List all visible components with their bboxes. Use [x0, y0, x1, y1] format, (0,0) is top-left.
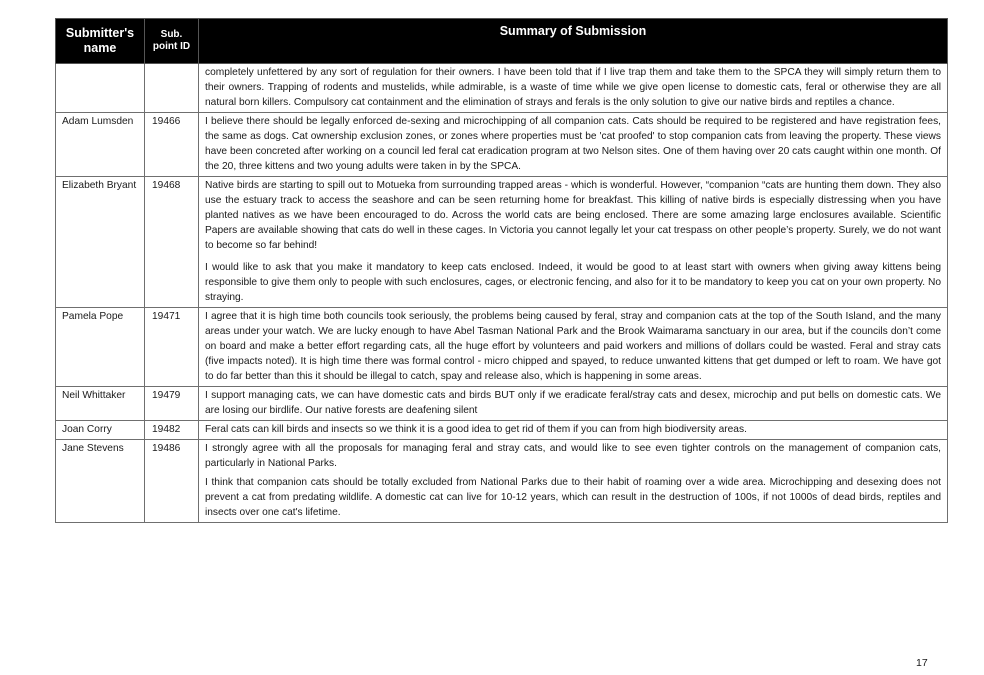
sub-point-id: 19471 — [145, 308, 199, 387]
submitter-name — [56, 64, 145, 113]
sub-point-id — [145, 64, 199, 113]
submissions-table — [55, 18, 948, 523]
summary-paragraph: completely unfettered by any sort of regulation for their owners. I have been told that if I live trap them and take them to the SPCA they will simply return them to their owners. Trapping of rodents and mustelids, while admirable, is a waste of time while we give open license to domestic cats, feral or otherwise they are all natural born killers. Compulsory cat containment and the elimination of strays and ferals is the only solution to give our native birds and reptiles a chance. — [205, 67, 941, 108]
submission-summary — [199, 421, 948, 440]
table-row — [56, 440, 948, 523]
table-row — [56, 387, 948, 421]
submitter-name: Pamela Pope — [56, 308, 145, 387]
table-header — [56, 19, 948, 64]
summary-paragraph: Native birds are starting to spill out to Motueka from surrounding trapped areas - which is wonderful. However, “companion “cats are hunting them down. They also use the estuary track to access the seashore and can be seen returning home for breakfast. This killing of native birds is especially distressing when you have planted natives as we have been encouraged to do. Across the world cats are being enclosed. There are some amazing large enclosures available. Scientific Papers are available showing that cats do well in these cages. In Victoria you cannot legally let your cat trespass on other people’s property. Surely, we do not want to become so far behind! — [205, 180, 941, 251]
table-row — [56, 177, 948, 308]
sub-point-id: 19466 — [145, 113, 199, 177]
summary-paragraph: I think that companion cats should be totally excluded from National Parks due to their habit of roaming over a wide area. Microchipping and desexing does not prevent a cat from predating wildlife. A domestic cat can live for 10-12 years, which can result in the destruction of 100s, if not 1000s of dead birds, reptiles and insects over one cat's lifetime. — [205, 477, 941, 518]
table-row — [56, 421, 948, 440]
summary-paragraph: I agree that it is high time both councils took seriously, the problems being caused by feral, stray and companion cats at the top of the South Island, and the many areas under your watch. We are lucky enough to have Abel Tasman National Park and the Brook Waimarama sanctuary in our area, but if the councils don’t come on board and make a better effort regarding cats, all the huge effort by volunteers and paid workers and millions of dollars could be wasted. Feral and stray cats (five impacts noted). It is high time there was formal control - micro chipped and spayed, to reduce unwanted kittens that get dumped or left to roam. We have got to do far better than this it should be illegal to catch, spay and release also, which is happening in some areas. — [205, 311, 941, 382]
table-row — [56, 308, 948, 387]
summary-paragraph: Feral cats can kill birds and insects so we think it is a good idea to get rid of them if you can from high biodiversity areas. — [205, 424, 747, 435]
summary-paragraph: I believe there should be legally enforced de-sexing and microchipping of all companion cats. Cats should be required to be registered and have registration fees, the same as dogs. Cat ownership exclusion zones, or zones where properties must be 'cat proofed' to stop companion cats from leaving the property. These views have been concreted after working on a council led feral cat eradication program at two Nelson sites. One of them having over 20 cats caught within one month. Of the 20, three kittens and two young adults were taken in by the SPCA. — [205, 116, 941, 172]
header-sub-point-id: Sub. point ID — [145, 19, 199, 64]
submission-summary — [199, 113, 948, 177]
header-summary: Summary of Submission — [199, 19, 948, 64]
summary-paragraph: I support managing cats, we can have domestic cats and birds BUT only if we eradicate feral/stray cats and desex, microchip and put bells on domestic cats. We are losing our birdlife. Our native forests are deafening silent — [205, 390, 941, 416]
submitter-name: Joan Corry — [56, 421, 145, 440]
summary-paragraph: I strongly agree with all the proposals for managing feral and stray cats, and would like to see even tighter controls on the management of companion cats, particularly in National Parks. — [205, 443, 941, 469]
table-row — [56, 64, 948, 113]
sub-point-id: 19482 — [145, 421, 199, 440]
sub-point-id: 19486 — [145, 440, 199, 523]
sub-point-id: 19468 — [145, 177, 199, 308]
table-body — [56, 64, 948, 523]
page-number: 17 — [916, 657, 928, 669]
header-submitter-name: Submitter's name — [56, 19, 145, 64]
submission-summary — [199, 64, 948, 113]
submission-summary — [199, 308, 948, 387]
submitter-name: Elizabeth Bryant — [56, 177, 145, 308]
submitter-name: Jane Stevens — [56, 440, 145, 523]
submitter-name: Neil Whittaker — [56, 387, 145, 421]
submitter-name: Adam Lumsden — [56, 113, 145, 177]
submission-summary — [199, 387, 948, 421]
submission-summary — [199, 177, 948, 308]
table-row — [56, 113, 948, 177]
summary-paragraph: I would like to ask that you make it mandatory to keep cats enclosed. Indeed, it would be good to at least start with owners when giving away kittens being responsible to give them only to people with such enclosures, cages, or electronic fencing, and also for it to be mandatory to keep you cat on your own property. No straying. — [205, 262, 941, 303]
submission-summary — [199, 440, 948, 523]
sub-point-id: 19479 — [145, 387, 199, 421]
header-row — [56, 19, 948, 64]
